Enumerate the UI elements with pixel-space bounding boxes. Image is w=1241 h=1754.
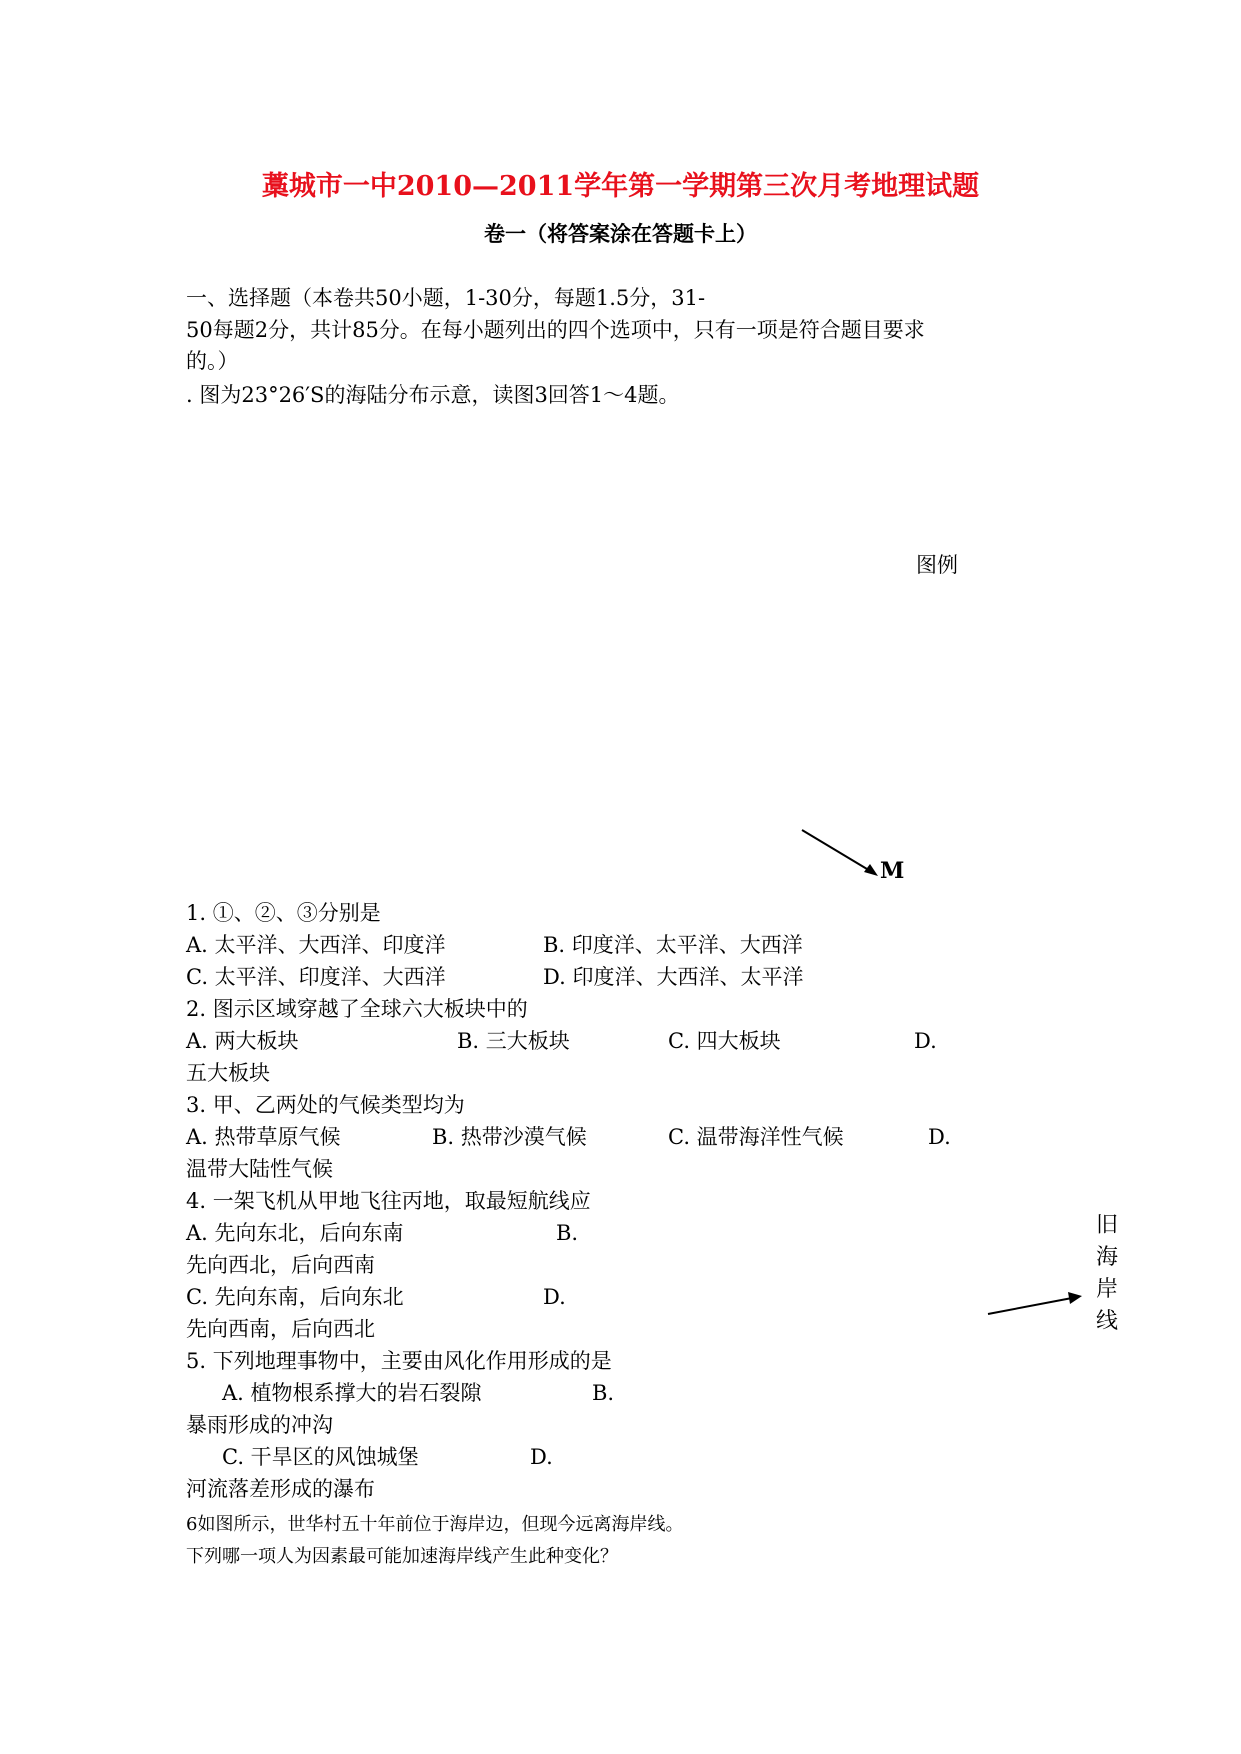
q4-stem: 4. 一架飞机从甲地飞往丙地，取最短航线应 <box>186 1189 591 1213</box>
q3-option-d-text: 温带大陆性气候 <box>186 1157 333 1181</box>
q5-option-d-text: 河流落差形成的瀑布 <box>186 1477 375 1501</box>
intro-line-1: 一、选择题（本卷共50小题，1-30分，每题1.5分，31- <box>186 286 706 310</box>
q5-option-a: A. 植物根系撑大的岩石裂隙 <box>222 1381 482 1405</box>
q4-option-b-text: 先向西北，后向西南 <box>186 1253 375 1277</box>
q4-option-a: A. 先向东北，后向东南 <box>186 1221 404 1245</box>
q5-option-d-letter: D. <box>530 1445 553 1469</box>
side-label-char: 旧 <box>1095 1213 1118 1238</box>
q4-option-b-letter: B. <box>556 1221 579 1245</box>
q6-line-1: 6如图所示，世华村五十年前位于海岸边，但现今远离海岸线。 <box>186 1514 684 1535</box>
page-subtitle: 卷一（将答案涂在答题卡上） <box>484 221 757 246</box>
q3-option-d-letter: D. <box>928 1125 951 1149</box>
q1-stem: 1. ①、②、③分别是 <box>186 901 381 925</box>
q6-line-2: 下列哪一项人为因素最可能加速海岸线产生此种变化？ <box>186 1546 618 1567</box>
q5-stem: 5. 下列地理事物中，主要由风化作用形成的是 <box>186 1349 612 1373</box>
q3-stem: 3. 甲、乙两处的气候类型均为 <box>186 1093 465 1117</box>
intro-line-3: 的。） <box>186 349 239 373</box>
q1-option-b: B. 印度洋、太平洋、大西洋 <box>543 933 803 957</box>
figure-note: . 图为23°26′S的海陆分布示意，读图3回答1～4题。 <box>186 383 680 407</box>
side-label-char: 海 <box>1095 1245 1118 1270</box>
q5-option-c: C. 干旱区的风蚀城堡 <box>222 1445 419 1469</box>
q5-option-b-letter: B. <box>592 1381 615 1405</box>
side-label-char: 岸 <box>1095 1277 1118 1302</box>
q2-option-d-letter: D. <box>914 1029 937 1053</box>
q3-option-c: C. 温带海洋性气候 <box>668 1125 844 1149</box>
side-label-char: 线 <box>1095 1309 1118 1334</box>
q2-option-c: C. 四大板块 <box>668 1029 781 1053</box>
m-arrow-icon <box>800 828 880 878</box>
m-label: M <box>880 858 905 884</box>
page-title: 藁城市一中2010—2011学年第一学期第三次月考地理试题 <box>261 171 980 202</box>
q4-option-d-text: 先向西南，后向西北 <box>186 1317 375 1341</box>
old-coastline-label <box>1092 1210 1122 1338</box>
q1-option-a: A. 太平洋、大西洋、印度洋 <box>186 933 446 957</box>
q2-stem: 2. 图示区域穿越了全球六大板块中的 <box>186 997 528 1021</box>
coastline-arrow-icon <box>986 1290 1086 1320</box>
q5-option-b-text: 暴雨形成的冲沟 <box>186 1413 333 1437</box>
legend-label: 图例 <box>916 553 958 577</box>
q1-option-d: D. 印度洋、大西洋、太平洋 <box>543 965 804 989</box>
q2-option-b: B. 三大板块 <box>457 1029 570 1053</box>
q3-option-b: B. 热带沙漠气候 <box>432 1125 587 1149</box>
q2-option-a: A. 两大板块 <box>186 1029 299 1053</box>
intro-line-2: 50每题2分，共计85分。在每小题列出的四个选项中，只有一项是符合题目要求 <box>186 318 925 342</box>
q1-option-c: C. 太平洋、印度洋、大西洋 <box>186 965 446 989</box>
q2-option-d-text: 五大板块 <box>186 1061 270 1085</box>
q3-option-a: A. 热带草原气候 <box>186 1125 341 1149</box>
q4-option-d-letter: D. <box>543 1285 566 1309</box>
q4-option-c: C. 先向东南，后向东北 <box>186 1285 404 1309</box>
